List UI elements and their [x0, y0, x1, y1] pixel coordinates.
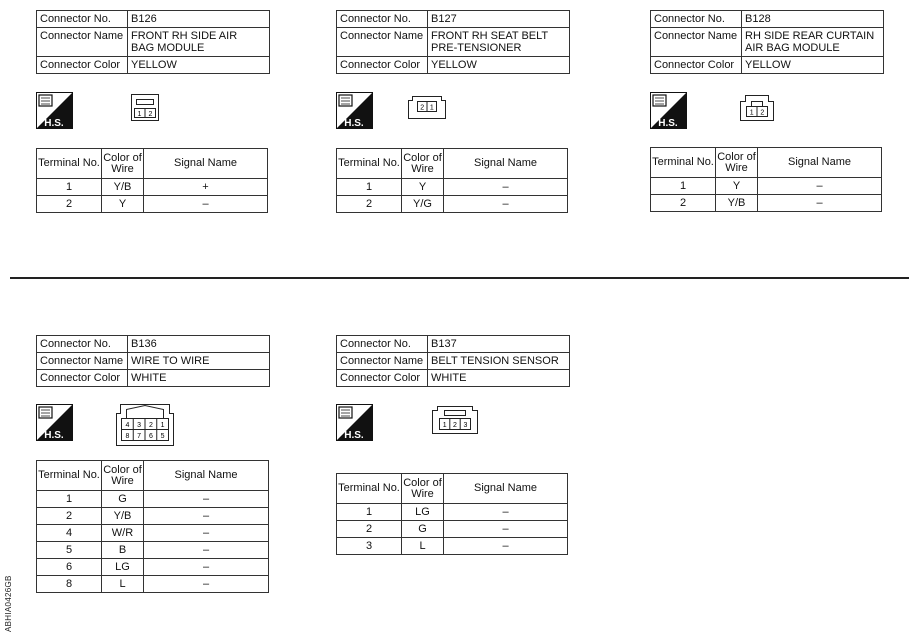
- hs-label: H.S.: [44, 430, 64, 441]
- pin-label: 1: [429, 104, 434, 112]
- connector-info-table: [36, 335, 270, 387]
- wire-color-cell: LG: [102, 559, 144, 576]
- wire-color-header: Color of Wire: [716, 148, 758, 178]
- connector-color-value: YELLOW: [428, 57, 570, 74]
- signal-name-cell: –: [144, 525, 269, 542]
- connector-info-table: [336, 335, 570, 387]
- terminal-no-cell: 1: [37, 491, 102, 508]
- terminal-no-cell: 2: [651, 195, 716, 212]
- signal-name-cell: –: [444, 179, 568, 196]
- hs-label: H.S.: [344, 430, 364, 441]
- connector-name-value: RH SIDE REAR CURTAIN AIR BAG MODULE: [742, 28, 884, 57]
- connector-no-value: B127: [428, 11, 570, 28]
- terminal-no-cell: 3: [337, 538, 402, 555]
- pin-label: 4: [125, 422, 130, 429]
- connector-no-label: Connector No.: [37, 336, 128, 353]
- connector-no-label: Connector No.: [337, 11, 428, 28]
- terminal-no-cell: 2: [337, 196, 402, 213]
- connector-block-b136: [36, 335, 270, 387]
- connector-no-label: Connector No.: [37, 11, 128, 28]
- pin-label: 2: [453, 422, 457, 429]
- connector-name-label: Connector Name: [651, 28, 742, 57]
- pin-label: 1: [160, 422, 165, 429]
- terminal-no-header: Terminal No.: [651, 148, 716, 178]
- wire-color-cell: Y/G: [402, 196, 444, 213]
- connector-color-value: WHITE: [428, 370, 570, 387]
- table-row: [37, 576, 269, 593]
- connector-no-value: B137: [428, 336, 570, 353]
- terminal-no-cell: 1: [37, 179, 102, 196]
- connector-color-value: YELLOW: [128, 57, 270, 74]
- connector-face-b128: [740, 95, 780, 123]
- wire-color-cell: Y/B: [102, 179, 144, 196]
- table-row: [37, 542, 269, 559]
- terminal-table-b126: [36, 148, 268, 213]
- table-row: [651, 178, 882, 195]
- table-row: [37, 525, 269, 542]
- terminal-no-cell: 2: [337, 521, 402, 538]
- table-row: [37, 196, 268, 213]
- connector-face-b137: [432, 406, 480, 438]
- connector-info-table: [36, 10, 270, 74]
- terminal-no-header: Terminal No.: [37, 461, 102, 491]
- connector-color-label: Connector Color: [337, 370, 428, 387]
- table-row: [37, 508, 269, 525]
- pin-label: 2: [148, 422, 153, 429]
- connector-name-value: WIRE TO WIRE: [128, 353, 270, 370]
- connector-block-b137: [336, 335, 570, 387]
- signal-name-cell: –: [444, 538, 568, 555]
- wire-color-cell: L: [402, 538, 444, 555]
- connector-no-value: B126: [128, 11, 270, 28]
- pin-label: 8: [125, 433, 130, 440]
- wire-color-cell: Y: [716, 178, 758, 195]
- hs-label: H.S.: [658, 118, 678, 129]
- signal-name-header: Signal Name: [144, 461, 269, 491]
- connector-block-b128: [650, 10, 884, 74]
- wire-color-cell: LG: [402, 504, 444, 521]
- wire-color-cell: G: [102, 491, 144, 508]
- pin-label: 1: [442, 422, 447, 429]
- wire-color-cell: Y/B: [716, 195, 758, 212]
- signal-name-header: Signal Name: [144, 149, 268, 179]
- hs-label: H.S.: [44, 118, 64, 129]
- wire-color-cell: Y/B: [102, 508, 144, 525]
- table-row: [37, 179, 268, 196]
- terminal-table-b136: [36, 460, 269, 593]
- connector-name-label: Connector Name: [337, 28, 428, 57]
- connector-name-label: Connector Name: [37, 353, 128, 370]
- connector-name-value: BELT TENSION SENSOR: [428, 353, 570, 370]
- connector-no-value: B128: [742, 11, 884, 28]
- wire-color-cell: Y: [402, 179, 444, 196]
- terminal-no-cell: 1: [651, 178, 716, 195]
- terminal-no-header: Terminal No.: [37, 149, 102, 179]
- signal-name-cell: –: [444, 504, 568, 521]
- terminal-table-b128: [650, 147, 882, 212]
- pin-label: 7: [137, 433, 142, 440]
- harness-side-icon: [36, 404, 73, 441]
- connector-block-b126: [36, 10, 270, 74]
- wire-color-header: Color of Wire: [102, 149, 144, 179]
- terminal-no-header: Terminal No.: [337, 149, 402, 179]
- signal-name-cell: –: [144, 491, 269, 508]
- section-divider: [10, 277, 909, 279]
- terminal-no-cell: 2: [37, 508, 102, 525]
- wire-color-header: Color of Wire: [402, 149, 444, 179]
- pin-label: 2: [148, 111, 153, 118]
- harness-side-icon: [336, 92, 373, 129]
- connector-info-table: [336, 10, 570, 74]
- connector-name-label: Connector Name: [37, 28, 128, 57]
- connector-color-label: Connector Color: [37, 370, 128, 387]
- terminal-table-b137: [336, 473, 568, 555]
- connector-no-label: Connector No.: [651, 11, 742, 28]
- signal-name-header: Signal Name: [444, 474, 568, 504]
- wire-color-header: Color of Wire: [402, 474, 444, 504]
- harness-side-icon: [336, 404, 373, 441]
- signal-name-cell: –: [758, 178, 882, 195]
- signal-name-cell: –: [144, 559, 269, 576]
- table-row: [37, 491, 269, 508]
- signal-name-cell: –: [144, 508, 269, 525]
- wire-color-cell: W/R: [102, 525, 144, 542]
- table-row: [337, 538, 568, 555]
- pin-label: 1: [749, 109, 754, 117]
- hs-label: H.S.: [344, 118, 364, 129]
- terminal-no-cell: 4: [37, 525, 102, 542]
- connector-name-label: Connector Name: [337, 353, 428, 370]
- connector-face-b127: [408, 96, 448, 124]
- terminal-no-cell: 2: [37, 196, 102, 213]
- terminal-table-b127: [336, 148, 568, 213]
- wire-color-cell: G: [402, 521, 444, 538]
- wire-color-cell: L: [102, 576, 144, 593]
- pin-label: 3: [463, 422, 468, 429]
- table-row: [337, 196, 568, 213]
- terminal-no-cell: 8: [37, 576, 102, 593]
- terminal-no-cell: 1: [337, 504, 402, 521]
- harness-side-icon: [36, 92, 73, 129]
- pin-label: 3: [137, 422, 142, 429]
- signal-name-cell: –: [144, 542, 269, 559]
- signal-name-cell: –: [144, 196, 268, 213]
- pin-label: 6: [148, 433, 153, 440]
- connector-no-value: B136: [128, 336, 270, 353]
- connector-color-label: Connector Color: [37, 57, 128, 74]
- page-code: ABHIA0426GB: [4, 575, 13, 632]
- table-row: [337, 179, 568, 196]
- table-row: [651, 195, 882, 212]
- connector-face-b126: [131, 94, 171, 122]
- connector-color-value: YELLOW: [742, 57, 884, 74]
- signal-name-cell: –: [444, 196, 568, 213]
- table-row: [337, 504, 568, 521]
- connector-color-label: Connector Color: [651, 57, 742, 74]
- connector-no-label: Connector No.: [337, 336, 428, 353]
- terminal-no-cell: 6: [37, 559, 102, 576]
- terminal-no-cell: 1: [337, 179, 402, 196]
- connector-color-value: WHITE: [128, 370, 270, 387]
- connector-info-table: [650, 10, 884, 74]
- pin-label: 2: [420, 104, 425, 112]
- signal-name-cell: –: [144, 576, 269, 593]
- connector-color-label: Connector Color: [337, 57, 428, 74]
- pin-label: 2: [760, 109, 765, 117]
- table-row: [37, 559, 269, 576]
- connector-face-b136: [116, 404, 178, 448]
- signal-name-cell: –: [758, 195, 882, 212]
- wire-color-cell: B: [102, 542, 144, 559]
- table-row: [337, 521, 568, 538]
- signal-name-cell: +: [144, 179, 268, 196]
- wire-color-cell: Y: [102, 196, 144, 213]
- connector-block-b127: [336, 10, 570, 74]
- wire-color-header: Color of Wire: [102, 461, 144, 491]
- signal-name-header: Signal Name: [444, 149, 568, 179]
- pin-label: 1: [137, 111, 142, 118]
- harness-side-icon: [650, 92, 687, 129]
- terminal-no-cell: 5: [37, 542, 102, 559]
- signal-name-header: Signal Name: [758, 148, 882, 178]
- signal-name-cell: –: [444, 521, 568, 538]
- terminal-no-header: Terminal No.: [337, 474, 402, 504]
- connector-name-value: FRONT RH SEAT BELT PRE-TENSIONER: [428, 28, 570, 57]
- pin-label: 5: [160, 433, 165, 440]
- connector-name-value: FRONT RH SIDE AIR BAG MODULE: [128, 28, 270, 57]
